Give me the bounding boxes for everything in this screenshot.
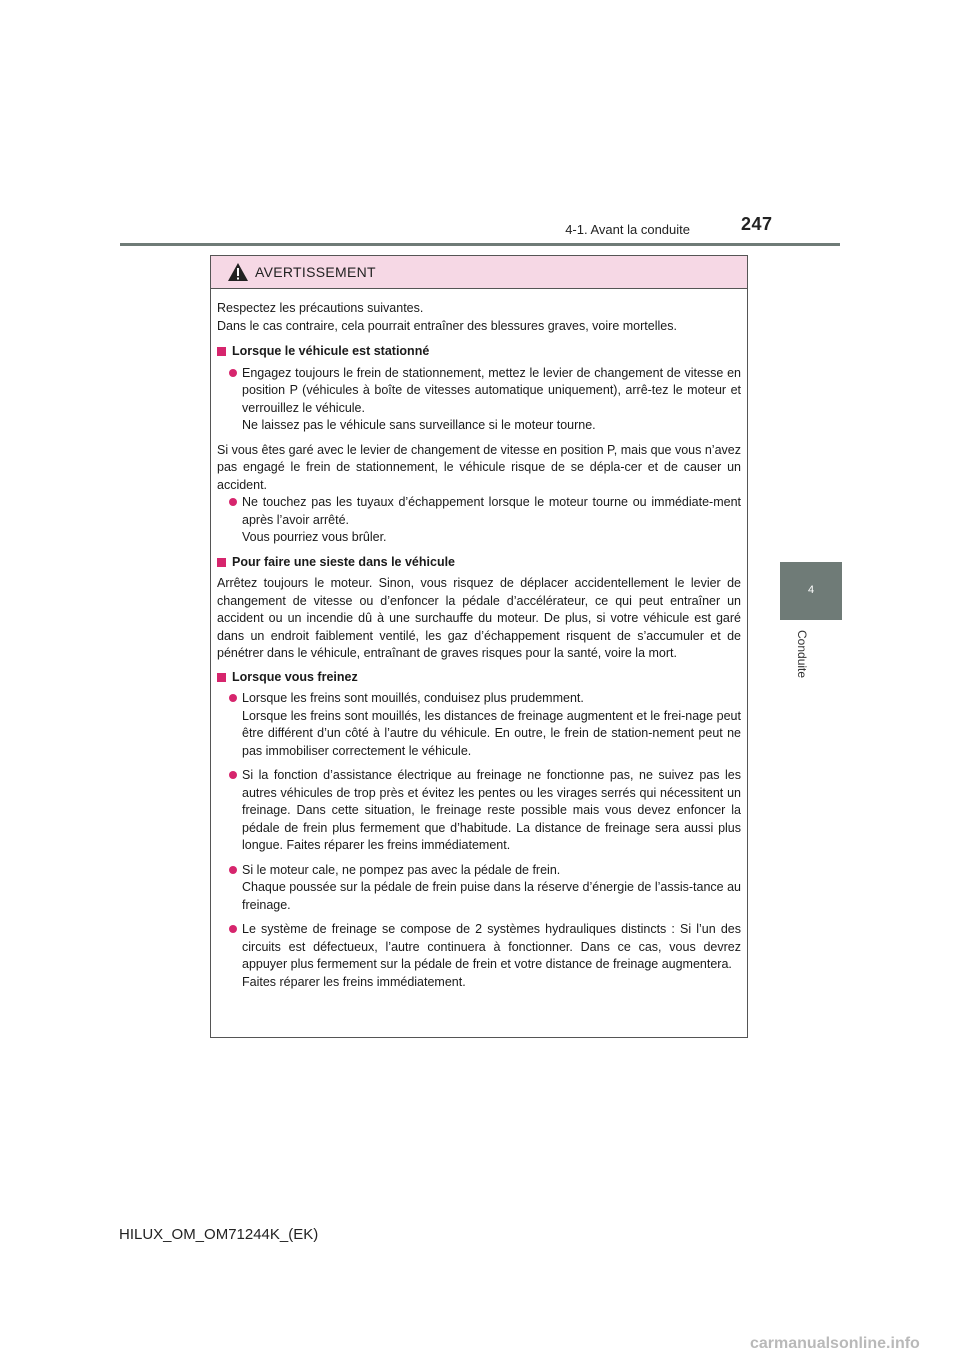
- section-heading: [217, 669, 741, 687]
- paragraph: Arrêtez toujours le moteur. Sinon, vous risquez de déplacer accidentellement le levier de changement de vitesse ou d’enfoncer la pédale d’accélérateur, ce qui peut entraîner un accident ou un incendie dû à une surchauffe du moteur. De plus, si votre véhicule est garé dans un endroit faiblement ventilé, les gaz d’échappement risquent de s’accumuler et de pénétrer dans le véhicule, entraînant de graves risques pour la santé, voire la mort.: [217, 576, 741, 660]
- warning-header: [211, 256, 747, 289]
- section-heading: [217, 554, 741, 572]
- round-bullet-icon: [229, 771, 237, 779]
- warning-box: [210, 255, 748, 1038]
- warning-triangle-icon: [227, 262, 249, 282]
- page-number: 247: [741, 214, 773, 234]
- intro-line: Respectez les précautions suivantes.: [217, 301, 424, 315]
- list-item-text: Vous pourriez vous brûler.: [242, 530, 387, 544]
- header-rule: [120, 243, 840, 246]
- warning-body: [211, 289, 747, 991]
- list-item-text: Lorsque les freins sont mouillés, les distances de freinage augmentent et le frei-nage peut être différent d’un côté à l’autre du véhicule. En outre, le frein de station-nement peut ne pas immobiliser correctement le véhicule.: [242, 708, 741, 758]
- round-bullet-icon: [229, 498, 237, 506]
- list-item: [229, 921, 741, 991]
- watermark: carmanualsonline.info: [750, 1335, 920, 1352]
- round-bullet-icon: [229, 369, 237, 377]
- list-item-text: Lorsque les freins sont mouillés, conduisez plus prudemment.: [242, 691, 584, 705]
- square-bullet-icon: [217, 558, 226, 567]
- chapter-label-wrap: [795, 630, 811, 690]
- chapter-number: 4: [807, 584, 815, 596]
- list-item: [229, 365, 741, 435]
- paragraph: Si vous êtes garé avec le levier de changement de vitesse en position P, mais que vous n’avez pas engagé le frein de stationnement, le véhicule risque de se dépla-cer et de causer un accident.: [217, 442, 741, 492]
- list-item-text: Ne touchez pas les tuyaux d’échappement lorsque le moteur tourne ou immédiate-ment après l’avoir arrêté.: [242, 495, 741, 527]
- section-heading-text: Pour faire une sieste dans le véhicule: [232, 554, 456, 569]
- square-bullet-icon: [217, 673, 226, 682]
- list-item-text: Si la fonction d’assistance électrique au freinage ne fonctionne pas, ne suivez pas les autres véhicules de trop près et évitez les pentes ou les virages serrés qui nécessitent un freinage. Dans cette situation, le freinage reste possible mais vous devez enfoncer la pédale de frein plus fermement que d’habitude. La distance de freinage sera aussi plus longue. Faites réparer les freins immédiatement.: [242, 768, 741, 852]
- section-heading: [217, 343, 741, 361]
- warning-intro: [217, 300, 741, 335]
- chapter-tab: [780, 562, 842, 620]
- round-bullet-icon: [229, 925, 237, 933]
- list-item-text: Faites réparer les freins immédiatement.: [242, 974, 466, 989]
- square-bullet-icon: [217, 347, 226, 356]
- section-heading-text: Lorsque le véhicule est stationné: [232, 344, 430, 358]
- list-item: [229, 494, 741, 547]
- document-code: HILUX_OM_OM71244K_(EK): [119, 1226, 319, 1243]
- chapter-label: Conduite: [795, 630, 809, 679]
- list-item-text: Le système de freinage se compose de 2 systèmes hydrauliques distincts : Si l’un des circuits est défectueux, l’autre continuera à fonctionner. Dans ce cas, vous devrez appuyer plus fermement sur la pédale de frein et votre distance de freinage augmentera.: [242, 922, 741, 971]
- intro-line: Dans le cas contraire, cela pourrait entraîner des blessures graves, voire mortelles.: [217, 318, 677, 333]
- list-item: [229, 690, 741, 760]
- round-bullet-icon: [229, 866, 237, 874]
- list-item-text: Chaque poussée sur la pédale de frein puise dans la réserve d’énergie de l’assis-tance au freinage.: [242, 880, 741, 912]
- list-item-text: Engagez toujours le frein de stationnement, mettez le levier de changement de vitesse en position P (véhicules à boîte de vitesses automatique uniquement), arrê-tez le moteur et verrouillez le véhicule.: [242, 365, 741, 415]
- warning-title: AVERTISSEMENT: [255, 264, 376, 280]
- list-item: [229, 862, 741, 915]
- list-item: [229, 767, 741, 855]
- list-item-text: Ne laissez pas le véhicule sans surveillance si le moteur tourne.: [242, 418, 596, 432]
- list-item-text: Si le moteur cale, ne pompez pas avec la pédale de frein.: [242, 862, 561, 877]
- round-bullet-icon: [229, 694, 237, 702]
- section-heading-text: Lorsque vous freinez: [232, 669, 358, 684]
- section-title: 4-1. Avant la conduite: [565, 222, 690, 237]
